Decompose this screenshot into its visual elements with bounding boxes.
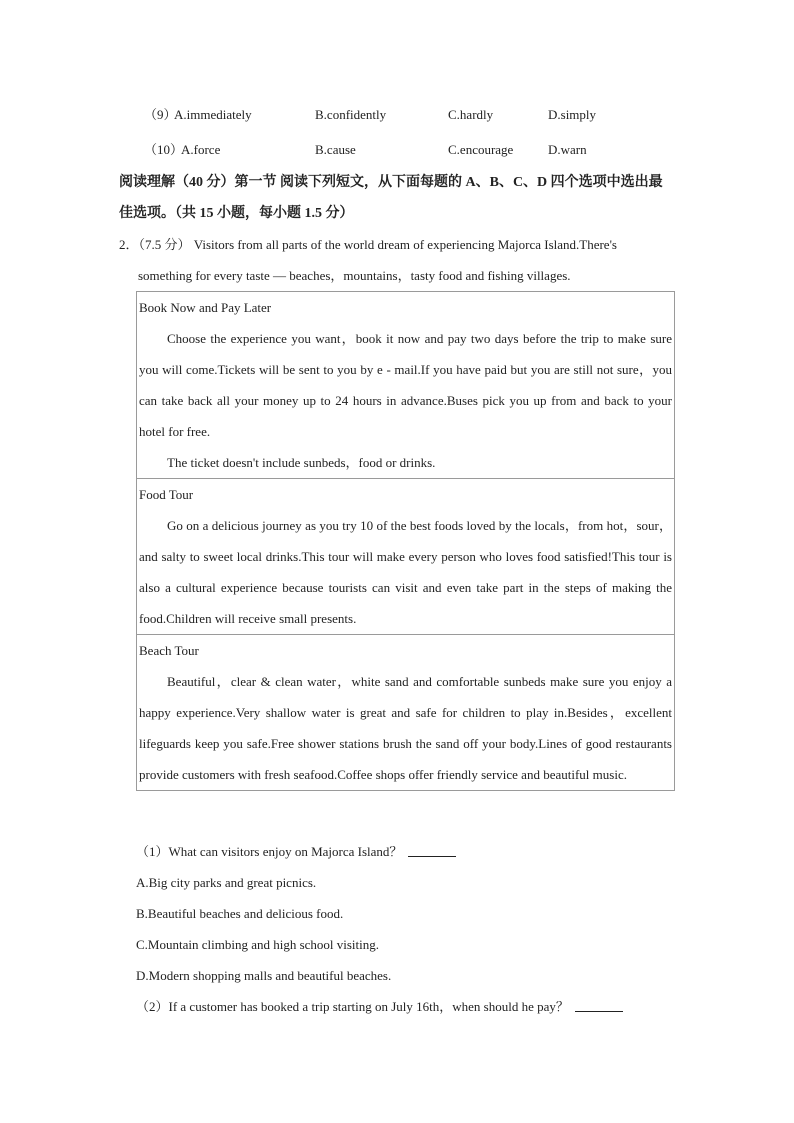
section-beach-tour	[137, 634, 674, 790]
sub-question-text: （2）If a customer has booked a trip starting on July 16th，when should he pay？	[136, 999, 569, 1014]
section-food-tour	[137, 478, 674, 634]
section-title: Book Now and Pay Later	[139, 300, 272, 315]
sub-question-text: （1）What can visitors enjoy on Majorca Island？	[136, 844, 403, 859]
intro-second-line: something for every taste — beaches，mountains，tasty food and fishing villages.	[138, 268, 571, 283]
answer-blank	[408, 855, 456, 857]
option-a: A.immediately	[174, 107, 252, 122]
section-title: Food Tour	[139, 487, 194, 502]
option-c: C.hardly	[448, 107, 494, 122]
choice-d: D.Modern shopping malls and beautiful beaches.	[136, 968, 392, 983]
section-heading: 阅读理解（40 分）第一节 阅读下列短文，从下面每题的 A、B、C、D 四个选项中选出最佳选项。（共 15 小题，每小题 1.5 分）	[119, 175, 663, 221]
option-d: D.simply	[548, 107, 597, 122]
sub-question-2	[136, 1000, 623, 1013]
option-c: C.encourage	[448, 142, 514, 157]
answer-blank	[575, 1010, 623, 1012]
question-score: （7.5 分）	[138, 237, 191, 252]
option-a: A.force	[181, 142, 221, 157]
option-number: （10）	[144, 142, 184, 157]
option-d: D.warn	[548, 142, 587, 157]
option-number: （9）	[144, 107, 177, 122]
question-2-intro	[119, 229, 675, 291]
choice-c: C.Mountain climbing and high school visiting.	[136, 937, 380, 952]
section-book-now	[137, 292, 674, 478]
section-paragraph: Choose the experience you want，book it now and pay two days before the trip to make sure you will come.Tickets will be sent to you by e - mail.If you have paid but you are still not sure，you can take back all your money up to 24 hours in advance.Buses pick you up from and back to your hotel for free.	[139, 331, 672, 439]
section-paragraph: Go on a delicious journey as you try 10 of the best foods loved by the locals，from hot，sour，and salty to sweet local drinks.This tour will make every person who loves food satisfied!This tour is also a cultural experience because tourists can visit and even take part in the steps of making the food.Children will receive small presents.	[139, 518, 672, 626]
intro-first-line: Visitors from all parts of the world dream of experiencing Majorca Island.There's	[193, 237, 617, 252]
passage-table	[136, 291, 675, 791]
option-b: B.confidently	[315, 107, 387, 122]
choice-b: B.Beautiful beaches and delicious food.	[136, 906, 344, 921]
option-b: B.cause	[315, 142, 356, 157]
section-title: Beach Tour	[139, 643, 199, 658]
sub-question-1	[136, 845, 456, 858]
section-paragraph: The ticket doesn't include sunbeds，food or drinks.	[167, 455, 436, 470]
choice-a: A.Big city parks and great picnics.	[136, 875, 317, 890]
question-number: 2．	[119, 237, 139, 252]
section-paragraph: Beautiful，clear & clean water，white sand and comfortable sunbeds make sure you enjoy a happy experience.Very shallow water is great and safe for children to play in.Besides，excellent lifeguards keep you safe.Free shower stations brush the sand off your body.Lines of good restaurants provide customers with fresh seafood.Coffee shops offer friendly service and beautiful music.	[139, 674, 672, 782]
